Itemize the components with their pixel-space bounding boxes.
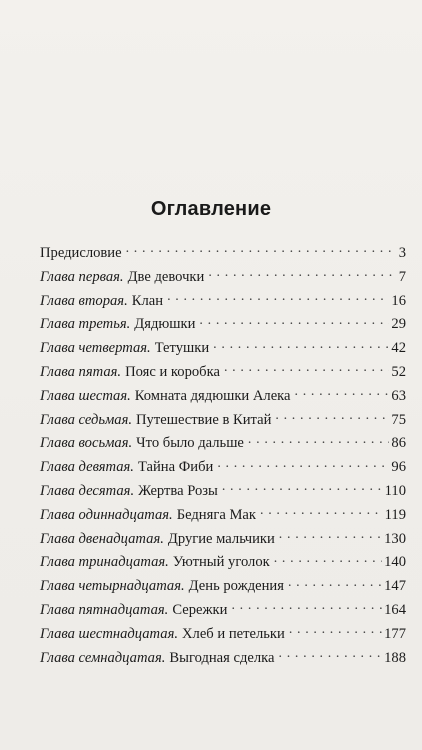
page-number: 86 — [391, 435, 406, 452]
toc-heading: Оглавление — [150, 198, 272, 220]
toc-entry — [40, 385, 406, 409]
chapter-number: Глава четвертая. — [40, 340, 151, 357]
toc-entry — [40, 575, 406, 599]
page-number: 7 — [398, 268, 406, 285]
toc-entry — [40, 361, 406, 385]
dot-leader — [231, 599, 382, 614]
chapter-number: Глава пятнадцатая. — [40, 601, 169, 618]
page-number: 164 — [384, 601, 406, 618]
toc-entry — [40, 432, 406, 456]
chapter-title: Комната дядюшки Алека — [134, 387, 291, 404]
dot-leader — [288, 576, 382, 591]
page-number: 188 — [384, 649, 406, 666]
page-number: 16 — [391, 292, 406, 309]
chapter-title: Другие мальчики — [167, 530, 275, 547]
dot-leader — [126, 242, 397, 257]
page-number: 96 — [391, 459, 406, 476]
chapter-title: Клан — [131, 292, 164, 309]
toc-entry — [40, 528, 406, 552]
toc-entry — [40, 551, 406, 575]
toc-entry — [40, 242, 406, 266]
chapter-number: Глава седьмая. — [40, 411, 133, 428]
dot-leader — [260, 504, 383, 519]
chapter-title: Сережки — [172, 601, 228, 618]
toc-entry — [40, 599, 406, 623]
chapter-number: Глава двенадцатая. — [40, 530, 164, 547]
dot-leader — [295, 385, 390, 400]
toc-entry — [40, 480, 406, 504]
toc-entry — [40, 313, 406, 337]
toc-entry — [40, 266, 406, 290]
chapter-number: Глава одиннадцатая. — [40, 506, 173, 523]
dot-leader — [224, 361, 389, 376]
chapter-number: Глава первая. — [40, 268, 124, 285]
chapter-title: Уютный уголок — [172, 554, 270, 571]
table-of-contents — [40, 242, 406, 670]
toc-entry — [40, 290, 406, 314]
dot-leader — [274, 552, 382, 567]
dot-leader — [279, 647, 383, 662]
page-number: 177 — [384, 625, 406, 642]
chapter-number: Глава десятая. — [40, 482, 135, 499]
chapter-number: Глава шестая. — [40, 387, 131, 404]
dot-leader — [213, 338, 389, 353]
dot-leader — [279, 528, 382, 543]
chapter-number: Глава третья. — [40, 316, 131, 333]
chapter-title: Две девочки — [127, 268, 205, 285]
page-number: 130 — [384, 530, 406, 547]
toc-entry — [40, 409, 406, 433]
toc-entry — [40, 623, 406, 647]
chapter-title: Путешествие в Китай — [136, 411, 272, 428]
chapter-title: День рождения — [188, 578, 284, 595]
dot-leader — [199, 314, 389, 329]
toc-entry — [40, 456, 406, 480]
chapter-title: Выгодная сделка — [169, 649, 275, 666]
chapter-number: Глава четырнадцатая. — [40, 578, 185, 595]
chapter-number: Глава девятая. — [40, 459, 134, 476]
page-number: 52 — [391, 363, 406, 380]
chapter-title: Тетушки — [154, 340, 210, 357]
page-number: 3 — [398, 245, 406, 261]
chapter-number: Глава вторая. — [40, 292, 128, 309]
page-number: 29 — [391, 316, 406, 333]
chapter-title: Пояс и коробка — [125, 363, 220, 380]
chapter-number: Глава пятая. — [40, 363, 122, 380]
dot-leader — [167, 290, 389, 305]
chapter-title: Бедняга Мак — [176, 506, 256, 523]
dot-leader — [222, 480, 383, 495]
toc-entry — [40, 647, 406, 671]
chapter-number: Глава тринадцатая. — [40, 554, 169, 571]
chapter-title: Жертва Розы — [138, 482, 218, 499]
chapter-title: Тайна Фиби — [137, 459, 214, 476]
toc-entry — [40, 337, 406, 361]
dot-leader — [248, 433, 389, 448]
page-number: 75 — [391, 411, 406, 428]
dot-leader — [275, 409, 389, 424]
dot-leader — [217, 457, 389, 472]
page-number: 110 — [384, 482, 406, 499]
chapter-number: Глава семнадцатая. — [40, 649, 166, 666]
chapter-title: Дядюшки — [134, 316, 196, 333]
chapter-title: Предисловие — [40, 245, 122, 261]
page-number: 63 — [391, 387, 406, 404]
page-number: 140 — [384, 554, 406, 571]
chapter-number: Глава шестнадцатая. — [40, 625, 178, 642]
chapter-number: Глава восьмая. — [40, 435, 133, 452]
page-number: 119 — [384, 506, 406, 523]
page-number: 147 — [384, 578, 406, 595]
page-number: 42 — [391, 340, 406, 357]
toc-entry — [40, 504, 406, 528]
chapter-title: Что было дальше — [136, 435, 244, 452]
dot-leader — [208, 266, 396, 281]
chapter-title: Хлеб и петельки — [182, 625, 285, 642]
dot-leader — [289, 623, 382, 638]
